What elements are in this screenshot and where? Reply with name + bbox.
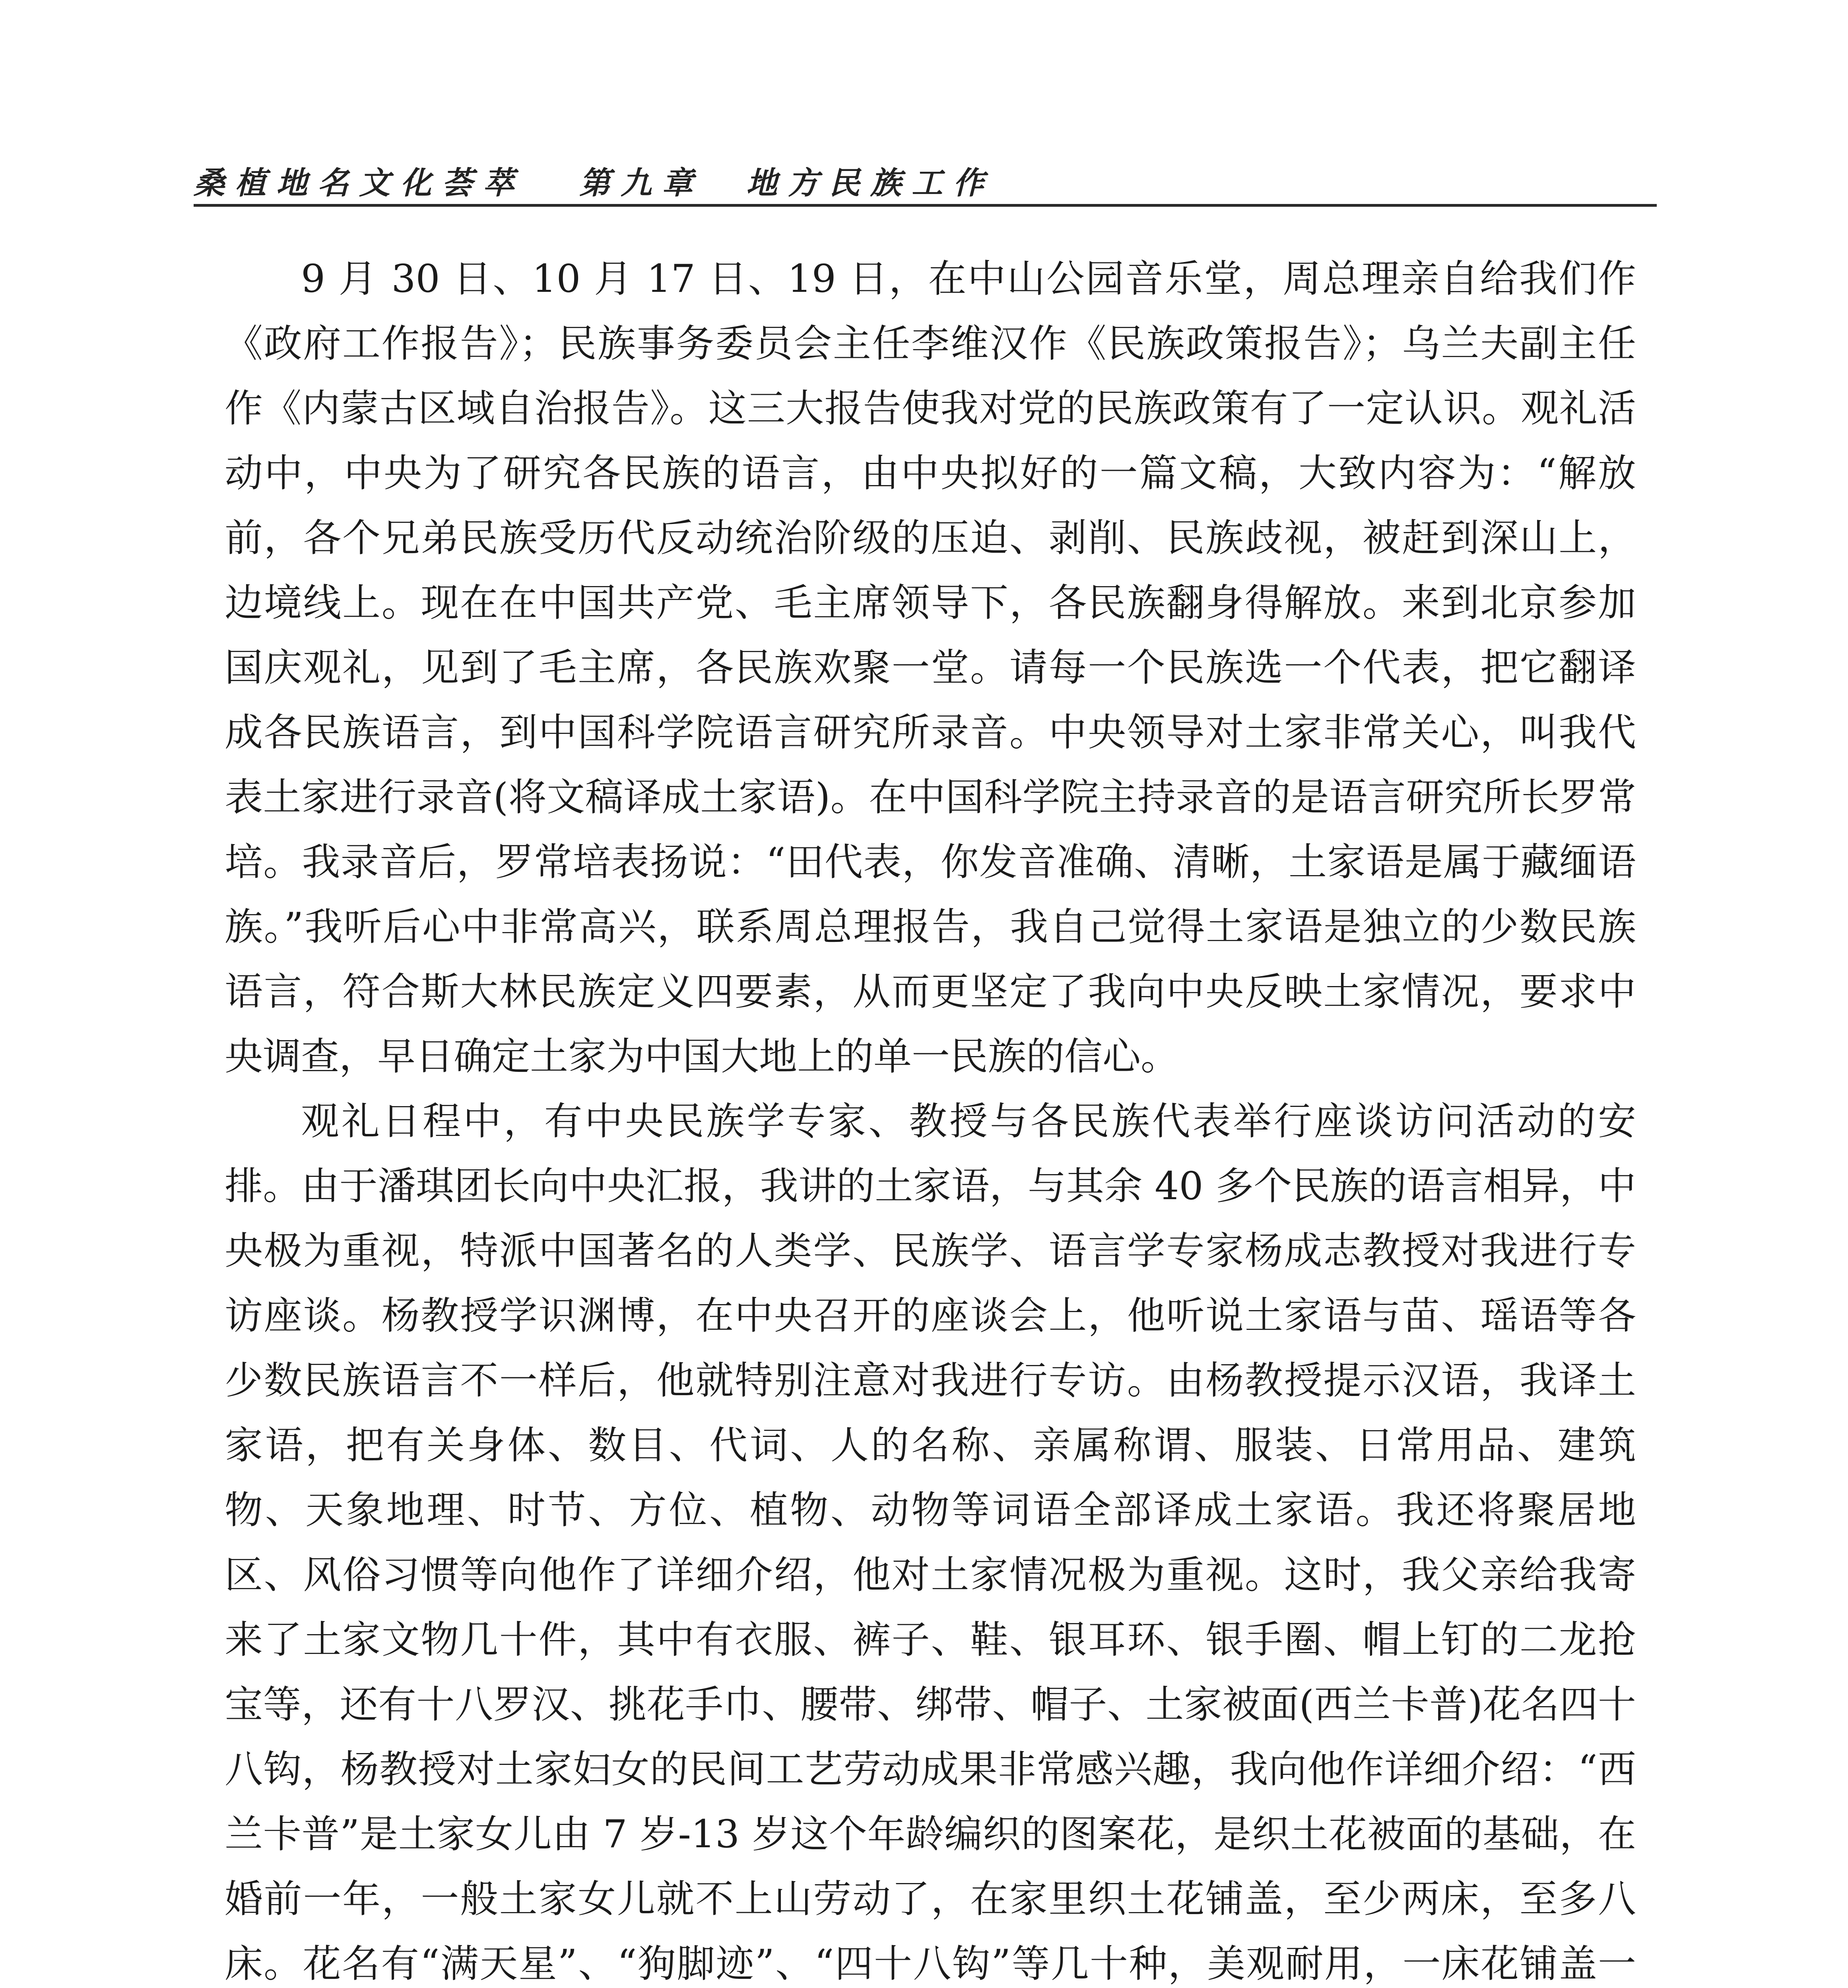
body-text: [225, 247, 1636, 1988]
header-book-title: 桑植地名文化荟萃: [194, 165, 525, 201]
header-section-title: 地方民族工作: [746, 165, 995, 201]
paragraph-professor-interview: 观礼日程中，有中央民族学专家、教授与各民族代表举行座谈访问活动的安排。由于潘琪团长向中央汇报，我讲的土家语，与其余 40 多个民族的语言相异，中央极为重视，特派中国著名的人类学、民族学、语言学专家杨成志教授对我进行专访座谈。杨教授学识渊博，在中央召开的座谈会上，他听说土家语与苗、瑶语等各少数民族语言不一样后，他就特别注意对我进行专访。由杨教授提示汉语，我译土家语，把有关身体、数目、代词、人的名称、亲属称谓、服装、日常用品、建筑物、天象地理、时节、方位、植物、动物等词语全部译成土家语。我还将聚居地区、风俗习惯等向他作了详细介绍，他对土家情况极为重视。这时，我父亲给我寄来了土家文物几十件，其中有衣服、裤子、鞋、银耳环、银手圈、帽上钉的二龙抢宝等，还有十八罗汉、挑花手巾、腰带、绑带、帽子、土家被面(西兰卡普)花名四十八钩，杨教授对土家妇女的民间工艺劳动成果非常感兴趣，我向他作详细介绍：“西兰卡普”是土家女儿由 7 岁-13 岁这个年龄编织的图案花，是织土花被面的基础，在婚前一年，一般土家女儿就不上山劳动了，在家里织土花铺盖，至少两床，至多八床。花名有“满天星”、“狗脚迹”、“四十八钩”等几十种，美观耐用，一床花铺盖一: [225, 1099, 1636, 1986]
header-chapter: 第九章: [579, 165, 704, 201]
header-rule: [194, 204, 1657, 207]
running-header: [194, 147, 1657, 207]
paragraph-ceremony-reports: 9 月 30 日、10 月 17 日、19 日，在中山公园音乐堂，周总理亲自给我们作《政府工作报告》；民族事务委员会主任李维汉作《民族政策报告》；乌兰夫副主任作《内蒙古区域自治报告》。这三大报告使我对党的民族政策有了一定认识。观礼活动中，中央为了研究各民族的语言，由中央拟好的一篇文稿，大致内容为：“解放前，各个兄弟民族受历代反动统治阶级的压迫、剥削、民族歧视，被赶到深山上，边境线上。现在在中国共产党、毛主席领导下，各民族翻身得解放。来到北京参加国庆观礼，见到了毛主席，各民族欢聚一堂。请每一个民族选一个代表，把它翻译成各民族语言，到中国科学院语言研究所录音。中央领导对土家非常关心，叫我代表土家进行录音(将文稿译成土家语)。在中国科学院主持录音的是语言研究所长罗常培。我录音后，罗常培表扬说：“田代表，你发音准确、清晰，土家语是属于藏缅语族。”我听后心中非常高兴，联系周总理报告，我自己觉得土家语是独立的少数民族语言，符合斯大林民族定义四要素，从而更坚定了我向中央反映土家情况，要求中央调查，早日确定土家为中国大地上的单一民族的信心。: [225, 256, 1636, 1079]
